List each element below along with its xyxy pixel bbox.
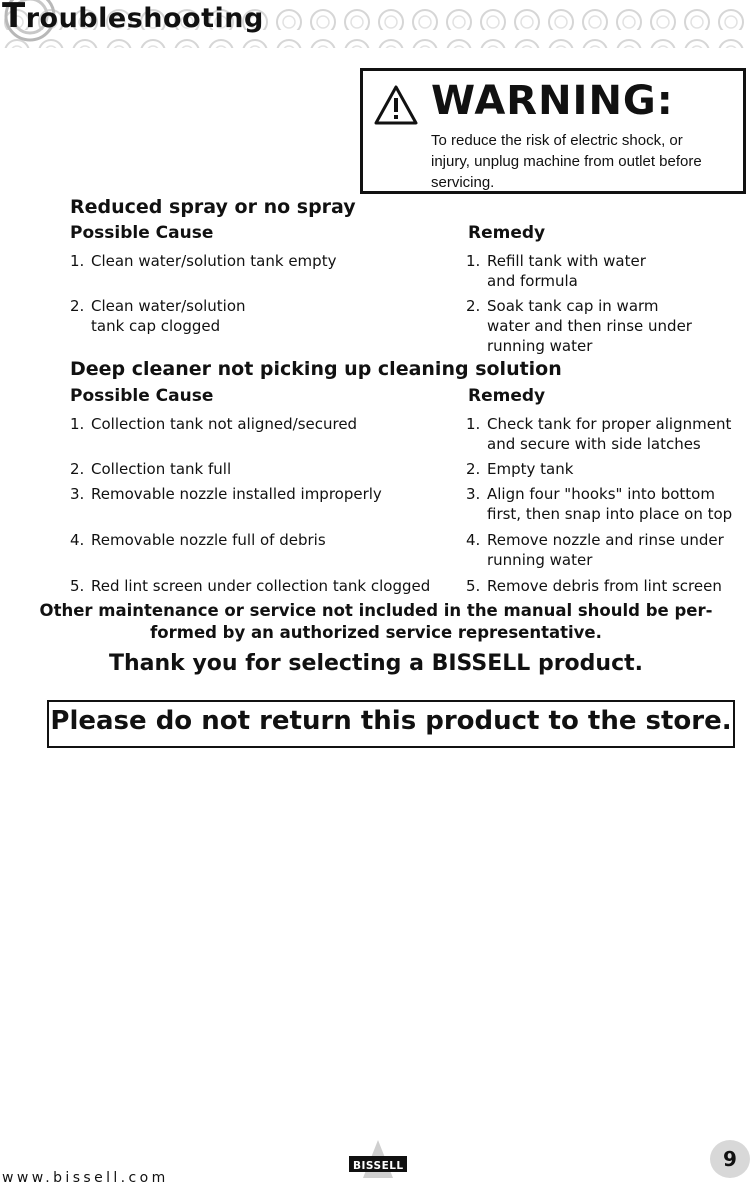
remedy-header: Remedy [468,386,546,406]
return-notice-box [47,700,735,748]
remedy-item: 2. Empty tank [466,460,574,478]
cause-item: 3. Removable nozzle installed improperly [70,485,382,503]
warning-title: WARNING: [431,78,674,124]
warning-text: To reduce the risk of electric shock, or injury, unplug machine from outlet before servicing. [431,132,702,191]
warning-triangle-icon [374,85,418,125]
remedy-item: 1. Refill tank with water and formula [466,252,646,290]
remedy-header: Remedy [468,223,546,243]
cause-item: 5. Red lint screen under collection tank clogged [70,577,431,595]
remedy-item: 4. Remove nozzle and rinse under running water [466,531,724,569]
possible-cause-header: Possible Cause [70,386,214,406]
possible-cause-header: Possible Cause [70,223,214,243]
page-number: 9 [710,1140,750,1178]
bissell-logo-text: BISSELL [353,1160,404,1172]
return-notice: Please do not return this product to the store. [50,706,732,736]
service-note: Other maintenance or service not included in the manual should be per- formed by an authorized service representative. [39,601,713,642]
section-title: Reduced spray or no spray [70,196,356,218]
remedy-item: 3. Align four "hooks" into bottom first, then snap into place on top [466,485,733,523]
remedy-item: 5. Remove debris from lint screen [466,577,722,595]
cause-item: 4. Removable nozzle full of debris [70,531,326,549]
remedy-item: 1. Check tank for proper alignment and secure with side latches [466,415,732,453]
warning-box [360,68,746,194]
cause-item: 1. Clean water/solution tank empty [70,252,337,270]
section-title: Deep cleaner not picking up cleaning solution [70,358,562,380]
page-header [0,0,752,48]
cause-item: 2. Collection tank full [70,460,232,478]
cause-item: 1. Collection tank not aligned/secured [70,415,358,433]
thank-you-message: Thank you for selecting a BISSELL product. [108,651,643,676]
remedy-item: 2. Soak tank cap in warm water and then rinse under running water [466,297,692,355]
page-title: Troubleshooting [2,0,264,36]
cause-item: 2. Clean water/solution tank cap clogged [70,297,246,335]
website-link[interactable]: www.bissell.com [2,1170,169,1186]
